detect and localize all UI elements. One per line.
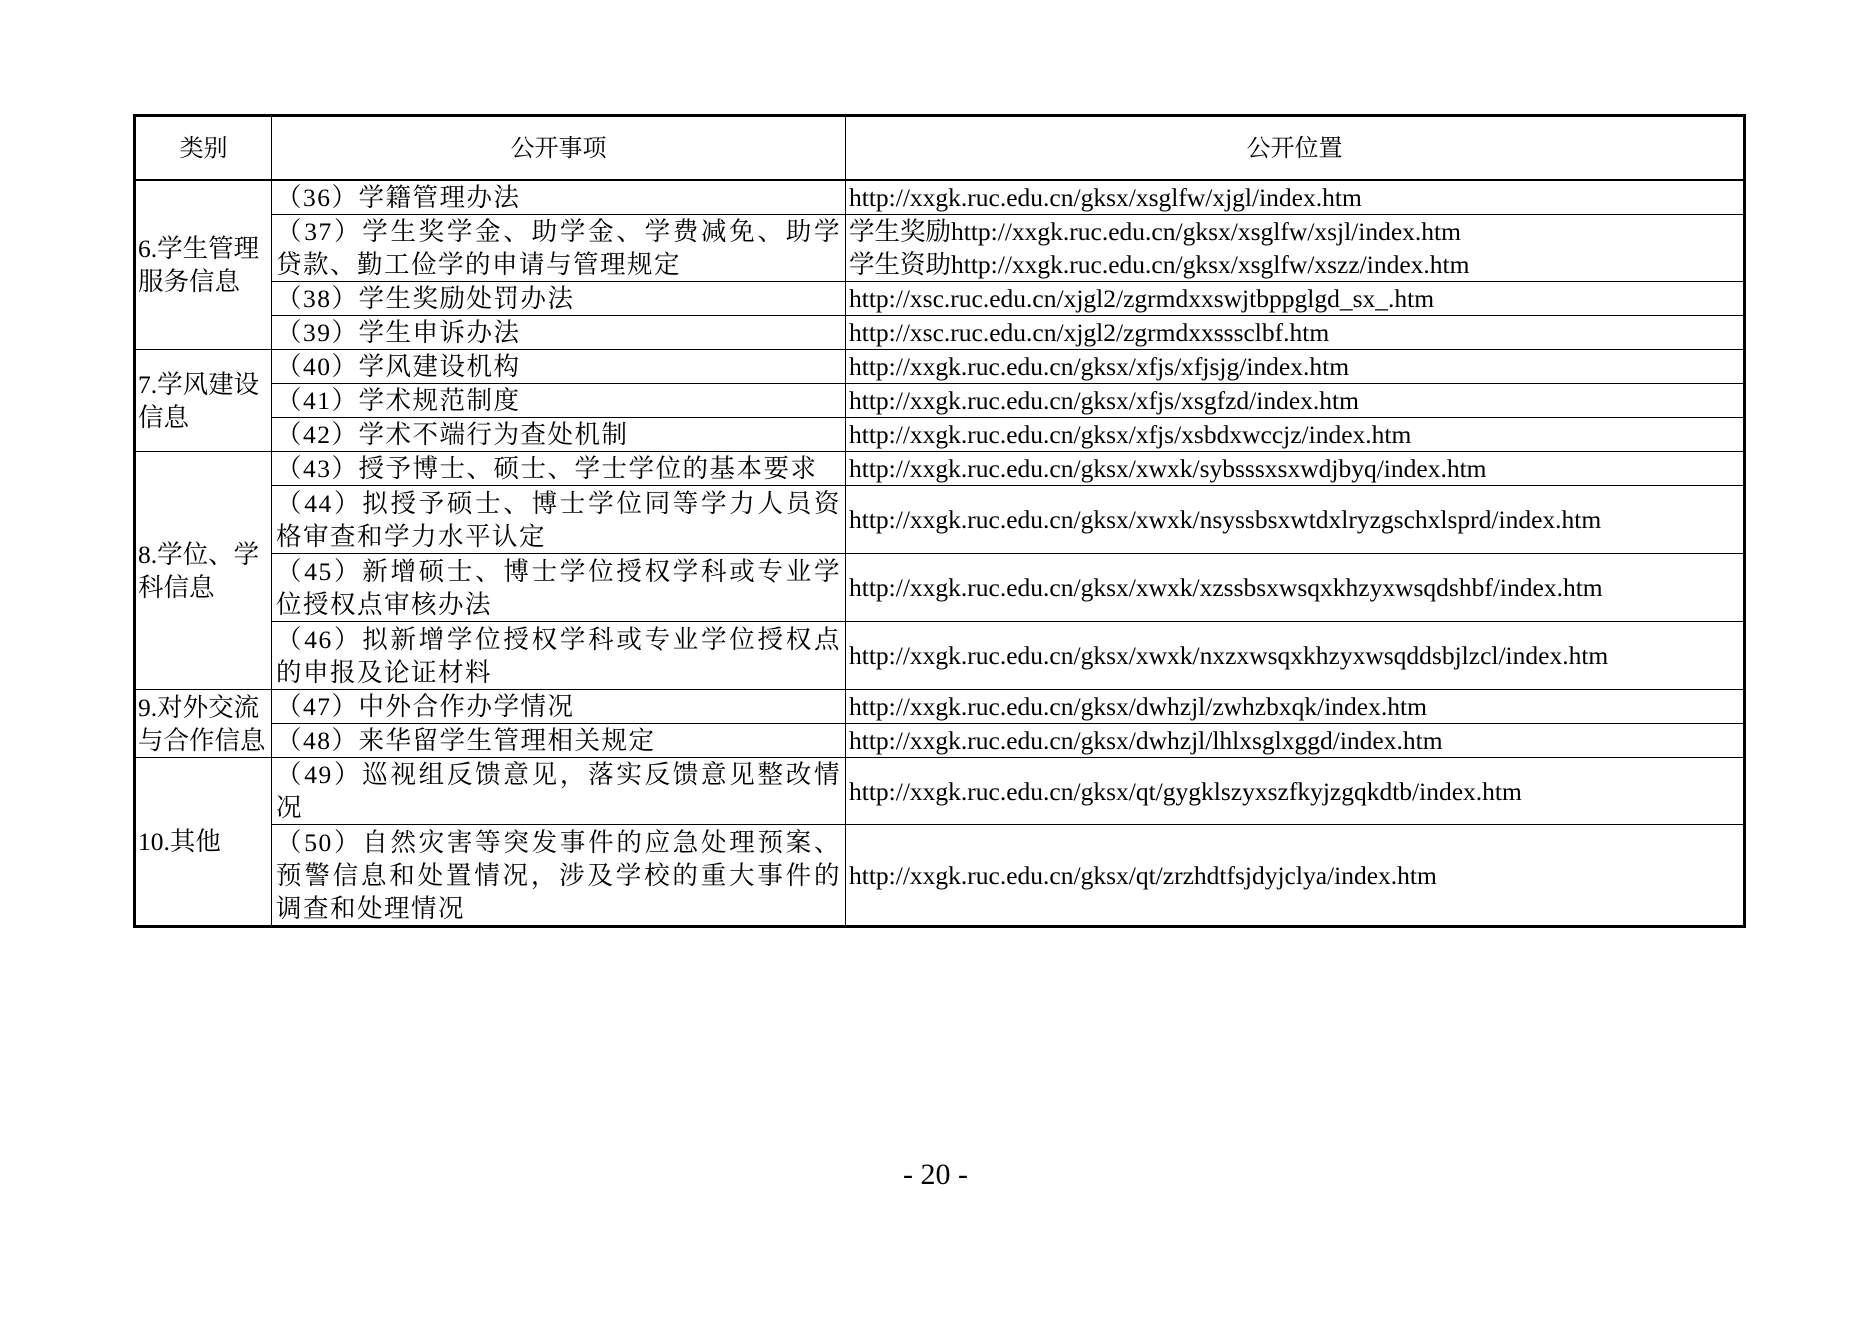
url-link[interactable]: http://xxgk.ruc.edu.cn/gksx/xwxk/sybsssxsxwdjbyq/index.htm (849, 454, 1487, 483)
table-header-row (135, 116, 1745, 181)
url-cell (846, 350, 1745, 384)
url-cell (846, 215, 1745, 282)
item-cell: （42）学术不端行为查处机制 (272, 418, 846, 452)
item-cell: （43）授予博士、硕士、学士学位的基本要求 (272, 452, 846, 486)
table-row (135, 690, 1745, 724)
url-link[interactable]: http://xxgk.ruc.edu.cn/gksx/dwhzjl/lhlxsglxggd/index.htm (849, 726, 1443, 755)
table-row (135, 316, 1745, 350)
url-cell (846, 180, 1745, 215)
item-cell: （41）学术规范制度 (272, 384, 846, 418)
table-row (135, 180, 1745, 215)
url-cell (846, 418, 1745, 452)
url-link[interactable]: http://xsc.ruc.edu.cn/xjgl2/zgrmdxxswjtbppglgd_sx_.htm (849, 284, 1435, 313)
url-link[interactable]: http://xxgk.ruc.edu.cn/gksx/xfjs/xsbdxwccjz/index.htm (849, 420, 1412, 449)
item-cell: （49）巡视组反馈意见，落实反馈意见整改情况 (272, 758, 846, 825)
table-row (135, 486, 1745, 554)
table-row (135, 418, 1745, 452)
url-link[interactable]: 学生资助http://xxgk.ruc.edu.cn/gksx/xsglfw/xszz/index.htm (849, 250, 1470, 279)
page-number: - 20 - (903, 1158, 968, 1191)
url-link[interactable]: http://xxgk.ruc.edu.cn/gksx/qt/gygklszyxszfkyjzgqkdtb/index.htm (849, 776, 1522, 806)
category-cell: 10.其他 (135, 758, 272, 927)
table-row (135, 452, 1745, 486)
item-cell: （37）学生奖学金、助学金、学费减免、助学贷款、勤工俭学的申请与管理规定 (272, 215, 846, 282)
category-cell: 9.对外交流与合作信息 (135, 690, 272, 758)
table-row (135, 350, 1745, 384)
item-cell: （44）拟授予硕士、博士学位同等学力人员资格审查和学力水平认定 (272, 486, 846, 554)
url-cell (846, 282, 1745, 316)
url-link[interactable]: http://xxgk.ruc.edu.cn/gksx/xwxk/nsyssbsxwtdxlryzgschxlsprd/index.htm (849, 505, 1602, 534)
url-cell (846, 825, 1745, 927)
url-cell (846, 554, 1745, 622)
url-link[interactable]: 学生奖励http://xxgk.ruc.edu.cn/gksx/xsglfw/xsjl/index.htm (849, 217, 1461, 246)
url-link[interactable]: http://xxgk.ruc.edu.cn/gksx/dwhzjl/zwhzbxqk/index.htm (849, 692, 1427, 721)
table-row (135, 282, 1745, 316)
header-item: 公开事项 (272, 116, 846, 181)
url-link[interactable]: http://xxgk.ruc.edu.cn/gksx/xsglfw/xjgl/index.htm (849, 183, 1362, 212)
table-row (135, 758, 1745, 825)
url-link[interactable]: http://xxgk.ruc.edu.cn/gksx/xwxk/xzssbsxwsqxkhzyxwsqdshbf/index.htm (849, 573, 1603, 602)
item-cell: （40）学风建设机构 (272, 350, 846, 384)
category-cell: 7.学风建设信息 (135, 350, 272, 452)
table-row (135, 825, 1745, 927)
url-cell (846, 486, 1745, 554)
table-row (135, 622, 1745, 690)
url-link[interactable]: http://xxgk.ruc.edu.cn/gksx/xwxk/nxzxwsqxkhzyxwsqddsbjlzcl/index.htm (849, 641, 1609, 670)
url-cell (846, 758, 1745, 825)
header-location: 公开位置 (846, 116, 1745, 181)
url-cell (846, 384, 1745, 418)
table-row (135, 554, 1745, 622)
url-cell (846, 622, 1745, 690)
item-cell: （50）自然灾害等突发事件的应急处理预案、预警信息和处置情况，涉及学校的重大事件的调查和处理情况 (272, 825, 846, 927)
item-cell: （39）学生申诉办法 (272, 316, 846, 350)
url-link[interactable]: http://xxgk.ruc.edu.cn/gksx/xfjs/xsgfzd/index.htm (849, 386, 1359, 415)
url-link[interactable]: http://xxgk.ruc.edu.cn/gksx/xfjs/xfjsjg/index.htm (849, 352, 1350, 381)
item-cell: （45）新增硕士、博士学位授权学科或专业学位授权点审核办法 (272, 554, 846, 622)
category-cell: 6.学生管理服务信息 (135, 180, 272, 350)
url-link[interactable]: http://xxgk.ruc.edu.cn/gksx/qt/zrzhdtfsjdyjclya/index.htm (849, 860, 1437, 890)
url-link[interactable]: http://xsc.ruc.edu.cn/xjgl2/zgrmdxxsssclbf.htm (849, 318, 1330, 347)
url-cell (846, 316, 1745, 350)
table-row (135, 724, 1745, 758)
url-cell (846, 690, 1745, 724)
item-cell: （38）学生奖励处罚办法 (272, 282, 846, 316)
item-cell: （47）中外合作办学情况 (272, 690, 846, 724)
url-cell (846, 724, 1745, 758)
item-cell: （46）拟新增学位授权学科或专业学位授权点的申报及论证材料 (272, 622, 846, 690)
disclosure-table (133, 114, 1746, 928)
url-cell (846, 452, 1745, 486)
table-row (135, 215, 1745, 282)
header-category: 类别 (135, 116, 272, 181)
item-cell: （36）学籍管理办法 (272, 180, 846, 215)
item-cell: （48）来华留学生管理相关规定 (272, 724, 846, 758)
table-row (135, 384, 1745, 418)
category-cell: 8.学位、学科信息 (135, 452, 272, 690)
